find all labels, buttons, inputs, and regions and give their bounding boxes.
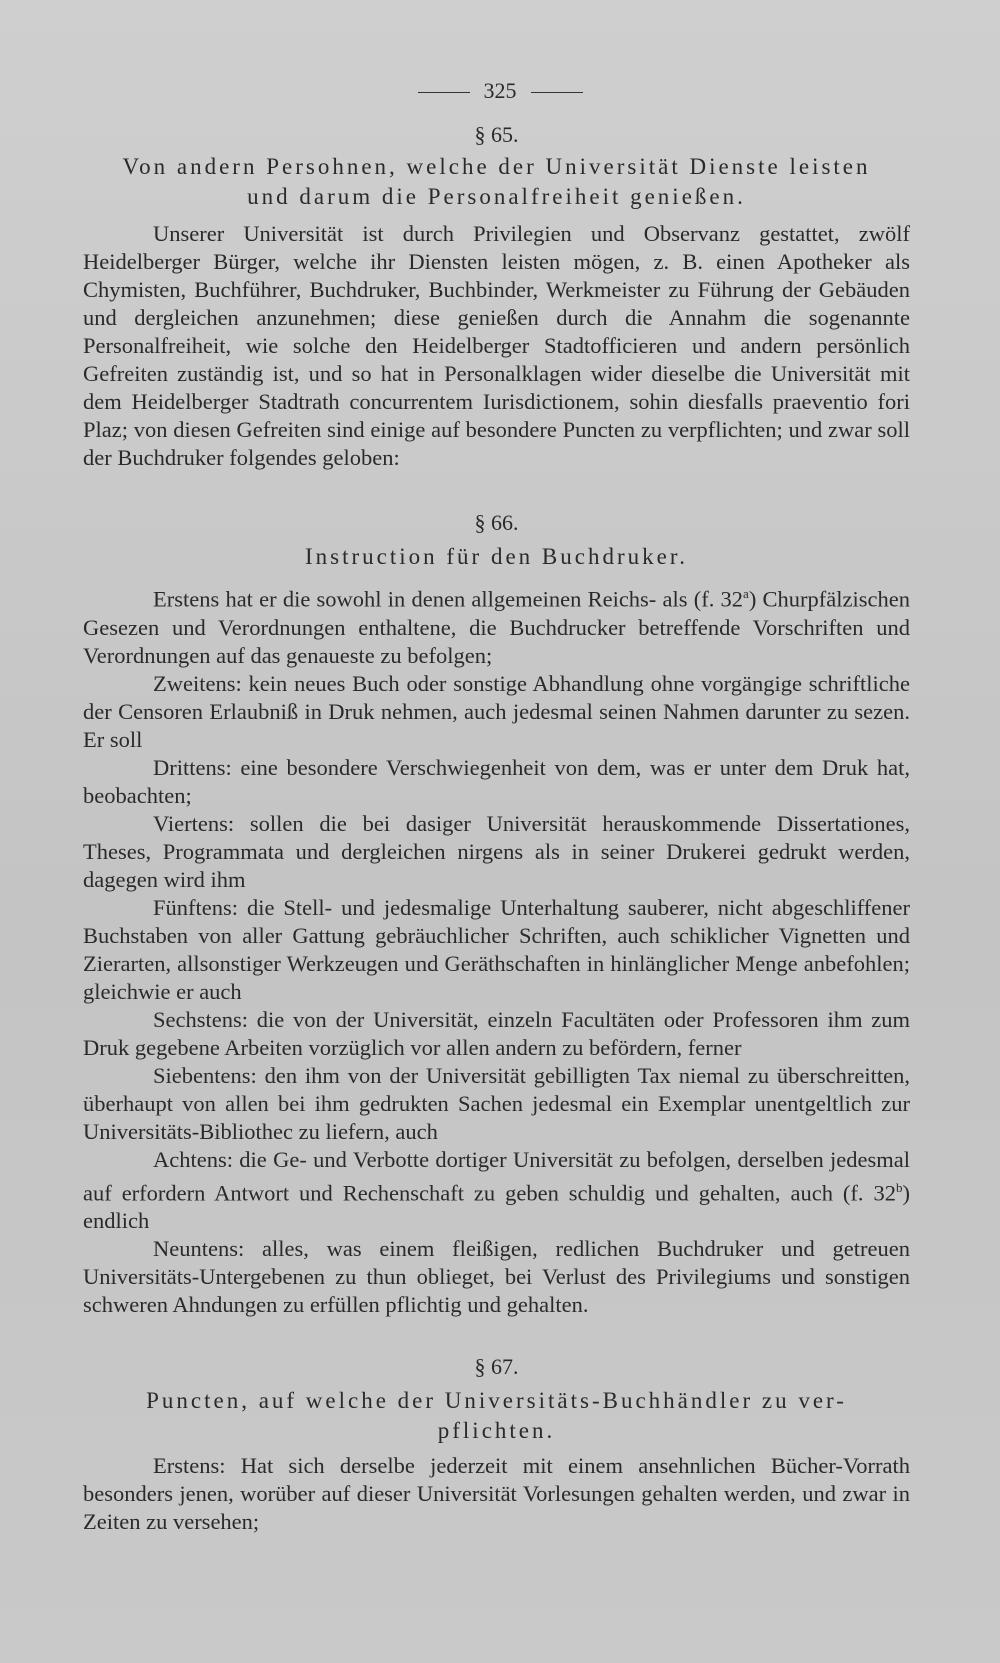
section-66-heading: Instruction für den Buchdruker. xyxy=(305,544,688,569)
page-number xyxy=(0,78,1000,104)
item-sechstens: Sechstens: die von der Universität, einzeln Facultäten oder Professoren ihm zum Druk gegebene Arbeiten vorzüglich vor allen andern zu befördern, ferner xyxy=(83,1006,910,1060)
section-67-erstens: Erstens: Hat sich derselbe jederzeit mit einem ansehnlichen Bücher-Vorrath besonders jenen, worüber auf dieser Universität Vorlesungen gehalten werden, und zwar in Zeiten zu versehen; xyxy=(83,1453,910,1534)
item-viertens: Viertens: sollen die bei dasiger Universität herauskommende Dissertationes, Theses, Programmata und dergleichen nirgens als in seiner Drukerei gedrukt werden, dagegen wird ihm xyxy=(83,810,910,892)
item-erstens-folio-sup: a xyxy=(743,586,749,601)
item-siebentens: Siebentens: den ihm von der Universität gebilligten Tax niemal zu überschreitten, überhaupt von allen bei ihm gedrukten Sachen jedesmal ein Exemplar unentgeltlich zur Universitäts-Bibliothec zu liefern, auch xyxy=(83,1062,910,1144)
section-65 xyxy=(83,122,910,472)
section-65-paragraph: Unserer Universität ist durch Privilegien und Observanz gestattet, zwölf Heidelberger Bürger, welche ihr Diensten leisten mögen, z. B. einen Apotheker als Chymisten, Buchführer, Buchdruker, Buchbinder, Werkmeister zu Führung der Gebäuden und dergleichen anzunehmen; diese genießen durch die Annahm die sogenannte Personalfreiheit, wie solche den Heidelberger Stadtofficieren und andern persönlich Gefreiten zuständig ist, und so hat in Personalklagen wider dieselbe die Universität mit dem Heidelberger Stadtrath concurrentem Iurisdictionem, sohin diesfalls praeventio fori Plaz; von diesen Gefreiten sind einige auf besondere Puncten zu verpflichten; und zwar soll der Buchdruker folgendes geloben: xyxy=(83,221,910,470)
item-drittens: Drittens: eine besondere Verschwiegenheit von dem, was er unter dem Druk hat, beobachten; xyxy=(83,754,910,808)
section-67-heading-line-2: pflichten. xyxy=(437,1418,556,1443)
section-66 xyxy=(83,510,910,1319)
item-fuenftens: Fünftens: die Stell- und jedesmalige Unterhaltung sauberer, nicht abgeschliffener Buchstaben von aller Gattung gebräuchlicher Schriften, auch schiklicher Vignetten und Zierarten, allsonstiger Werkzeugen und Geräthschaften in hinlänglicher Menge anbefohlen; gleichwie er auch xyxy=(83,894,910,1004)
item-achtens-text-a: Achtens: die Ge- und Verbotte dortiger Universität zu befolgen, derselben jedesmal auf erfordern Antwort und Rechenschaft zu geben schuldig und gehalten, auch (f. 32 xyxy=(83,1146,910,1205)
item-erstens-text-a: Erstens hat er die sowohl in denen allgemeinen Reichs- als (f. 32 xyxy=(153,586,744,612)
item-achtens xyxy=(83,1146,910,1236)
section-65-heading-line-1: Von andern Persohnen, welche der Universität Dienste leisten xyxy=(122,154,871,179)
rule-left xyxy=(418,92,470,93)
item-neuntens: Neuntens: alles, was einem fleißigen, redlichen Buchdruker und getreuen Universitäts-Untergebenen zu thun oblieget, bei Verlust des Privilegiums und sonstigen schweren Ahndungen zu erfüllen pflichtig und gehalten. xyxy=(83,1236,910,1317)
section-67-number: § 67. xyxy=(474,1354,519,1379)
rule-right xyxy=(531,92,583,93)
section-65-heading-line-2: und darum die Personalfreiheit genießen. xyxy=(247,184,746,209)
item-achtens-folio-sup: b xyxy=(896,1179,903,1195)
section-65-number: § 65. xyxy=(474,122,519,147)
page-number-text: 325 xyxy=(483,78,517,103)
section-67 xyxy=(83,1354,910,1536)
item-erstens-text-b: ) Churpfälzischen Gesezen und Verordnungen enthaltene, die Buchdrucker betreffende Vorschriften und Verordnungen auf das genaueste zu befolgen; xyxy=(83,586,910,668)
item-zweitens: Zweitens: kein neues Buch oder sonstige Abhandlung ohne vorgängige schriftliche der Censoren Erlaubniß in Druk nehmen, auch jedesmal seinen Nahmen darunter zu sezen. Er soll xyxy=(83,670,910,752)
item-erstens xyxy=(83,580,910,670)
item-achtens-text-b: ) endlich xyxy=(83,1180,910,1233)
section-67-heading-line-1: Puncten, auf welche der Universitäts-Buchhändler zu ver- xyxy=(146,1388,847,1413)
section-66-number: § 66. xyxy=(474,510,519,535)
